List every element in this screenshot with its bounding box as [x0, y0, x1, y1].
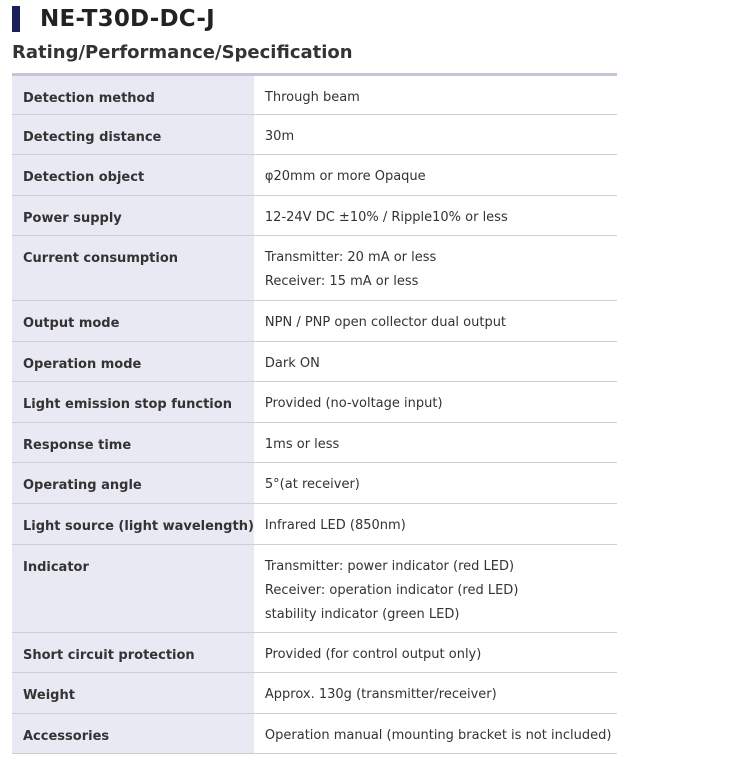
spec-row — [12, 633, 617, 673]
spec-value-cell — [254, 75, 617, 115]
spec-label-cell — [12, 545, 254, 633]
spec-value: 30m — [264, 129, 295, 144]
section-title: Rating/Performance/Specification — [12, 42, 353, 63]
spec-value-cell — [254, 301, 617, 342]
spec-row — [12, 423, 617, 463]
spec-label-cell — [12, 382, 254, 423]
spec-label: Output mode — [23, 316, 120, 331]
spec-label-cell — [12, 342, 254, 382]
spec-label-cell — [12, 463, 254, 504]
title-accent-bar — [12, 6, 20, 32]
spec-label-cell — [12, 504, 254, 545]
spec-value-cell — [254, 714, 617, 754]
spec-label: Light emission stop function — [23, 397, 232, 412]
spec-row — [12, 673, 617, 714]
spec-row — [12, 115, 617, 155]
spec-value-cell — [254, 155, 617, 196]
spec-value-cell — [254, 463, 617, 504]
spec-label: Weight — [23, 688, 75, 703]
spec-label-cell — [12, 155, 254, 196]
spec-row — [12, 504, 617, 545]
spec-row — [12, 75, 617, 115]
spec-table — [12, 73, 617, 754]
spec-value: Provided (for control output only) — [264, 647, 482, 662]
spec-value-cell — [254, 545, 617, 633]
spec-label: Operating angle — [23, 478, 142, 493]
spec-row — [12, 236, 617, 301]
spec-label-cell — [12, 633, 254, 673]
spec-value: Receiver: 15 mA or less — [264, 274, 419, 289]
spec-value: φ20mm or more Opaque — [264, 169, 426, 184]
spec-value: 5°(at receiver) — [264, 477, 360, 492]
spec-label: Short circuit protection — [23, 648, 195, 663]
spec-label-cell — [12, 75, 254, 115]
spec-value: Receiver: operation indicator (red LED) — [264, 583, 519, 598]
spec-value: NPN / PNP open collector dual output — [264, 315, 507, 330]
spec-value-cell — [254, 342, 617, 382]
spec-label: Power supply — [23, 211, 122, 226]
spec-value-cell — [254, 673, 617, 714]
spec-row — [12, 342, 617, 382]
spec-value-cell — [254, 423, 617, 463]
spec-row — [12, 196, 617, 236]
spec-value: Operation manual (mounting bracket is not included) — [264, 728, 612, 743]
spec-label-cell — [12, 236, 254, 301]
spec-value-cell — [254, 196, 617, 236]
spec-value: 12-24V DC ±10% / Ripple10% or less — [264, 210, 508, 225]
spec-row — [12, 155, 617, 196]
spec-label: Detecting distance — [23, 130, 162, 145]
spec-table-body — [12, 75, 617, 754]
spec-label: Indicator — [23, 560, 89, 575]
spec-label: Detection object — [23, 170, 145, 185]
spec-label-cell — [12, 423, 254, 463]
spec-label: Response time — [23, 438, 132, 453]
spec-label-cell — [12, 115, 254, 155]
spec-value-cell — [254, 504, 617, 545]
spec-value: Provided (no-voltage input) — [264, 396, 443, 411]
spec-label: Light source (light wavelength) — [23, 519, 254, 534]
spec-row — [12, 714, 617, 754]
spec-row — [12, 545, 617, 633]
spec-label-cell — [12, 301, 254, 342]
spec-label: Current consumption — [23, 251, 179, 266]
spec-row — [12, 463, 617, 504]
spec-row — [12, 301, 617, 342]
spec-value: Transmitter: power indicator (red LED) — [264, 559, 515, 574]
product-title-text: NE-T30D-DC-J — [40, 6, 215, 32]
spec-value: Transmitter: 20 mA or less — [264, 250, 437, 265]
spec-label: Accessories — [23, 729, 110, 744]
spec-label: Operation mode — [23, 357, 142, 372]
spec-value: Through beam — [264, 90, 360, 105]
spec-label-cell — [12, 196, 254, 236]
spec-row — [12, 382, 617, 423]
spec-value: stability indicator (green LED) — [264, 607, 460, 622]
spec-value-cell — [254, 382, 617, 423]
spec-value-cell — [254, 633, 617, 673]
spec-label: Detection method — [23, 91, 155, 106]
spec-value: Approx. 130g (transmitter/receiver) — [264, 687, 497, 702]
spec-value: 1ms or less — [264, 437, 340, 452]
spec-value: Infrared LED (850nm) — [264, 518, 406, 533]
product-title — [12, 4, 215, 34]
spec-value-cell — [254, 115, 617, 155]
spec-label-cell — [12, 673, 254, 714]
spec-value: Dark ON — [264, 356, 320, 371]
spec-value-cell — [254, 236, 617, 301]
spec-label-cell — [12, 714, 254, 754]
